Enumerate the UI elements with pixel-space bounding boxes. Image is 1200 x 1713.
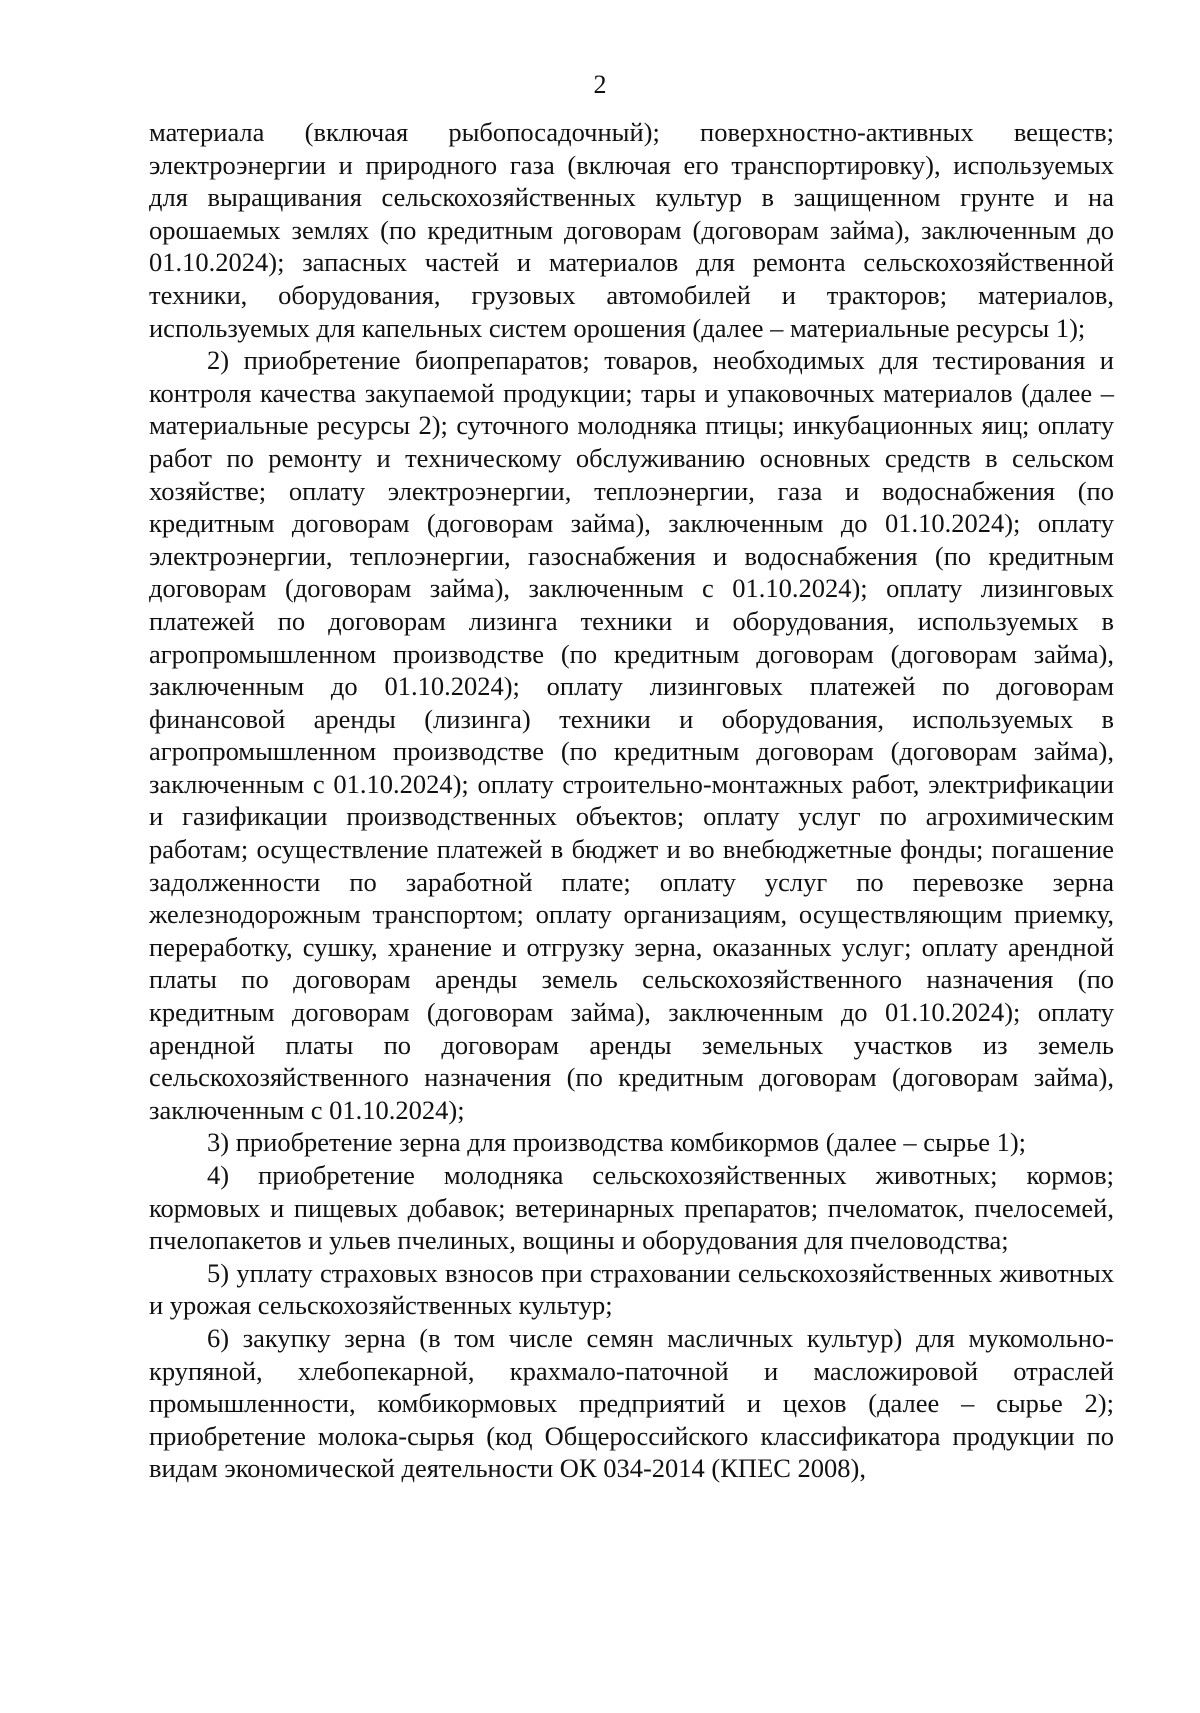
paragraph-continuation: материала (включая рыбопосадочный); поверхностно-активных веществ; электроэнергии и природного газа (включая его транспортировку), используемых для выращивания сельскохозяйственных культур в защищенном грунте и на орошаемых землях (по кредитным договорам (договорам займа), заключенным до 01.10.2024); запасных частей и материалов для ремонта сельскохозяйственной техники, оборудования, грузовых автомобилей и тракторов; материалов, используемых для капельных систем орошения (далее – материальные ресурсы 1); xyxy=(149,117,1114,343)
paragraph-item-5: 5) уплату страховых взносов при страховании сельскохозяйственных животных и урожая сельскохозяйственных культур; xyxy=(149,1257,1114,1321)
document-body xyxy=(149,116,1114,1485)
paragraph-item-2: 2) приобретение биопрепаратов; товаров, необходимых для тестирования и контроля качества закупаемой продукции; тары и упаковочных материалов (далее – материальные ресурсы 2); суточного молодняка птицы; инкубационных яиц; оплату работ по ремонту и техническому обслуживанию основных средств в сельском хозяйстве; оплату электроэнергии, теплоэнергии, газа и водоснабжения (по кредитным договорам (договорам займа), заключенным до 01.10.2024); оплату электроэнергии, теплоэнергии, газоснабжения и водоснабжения (по кредитным договорам (договорам займа), заключенным с 01.10.2024); оплату лизинговых платежей по договорам лизинга техники и оборудования, используемых в агропромышленном производстве (по кредитным договорам (договорам займа), заключенным до 01.10.2024); оплату лизинговых платежей по договорам финансовой аренды (лизинга) техники и оборудования, используемых в агропромышленном производстве (по кредитным договорам (договорам займа), заключенным с 01.10.2024); оплату строительно-монтажных работ, электрификации и газификации производственных объектов; оплату услуг по агрохимическим работам; осуществление платежей в бюджет и во внебюджетные фонды; погашение задолженности по заработной плате; оплату услуг по перевозке зерна железнодорожным транспортом; оплату организациям, осуществляющим приемку, переработку, сушку, хранение и отгрузку зерна, оказанных услуг; оплату арендной платы по договорам аренды земель сельскохозяйственного назначения (по кредитным договорам (договорам займа), заключенным до 01.10.2024); оплату арендной платы по договорам аренды земельных участков из земель сельскохозяйственного назначения (по кредитным договорам (договорам займа), заключенным с 01.10.2024); xyxy=(149,345,1114,1125)
paragraph-item-3: 3) приобретение зерна для производства комбикормов (далее – сырье 1); xyxy=(207,1127,1027,1158)
page-number: 2 xyxy=(593,70,607,99)
paragraph-item-4: 4) приобретение молодняка сельскохозяйственных животных; кормов; кормовых и пищевых добавок; ветеринарных препаратов; пчеломаток, пчелосемей, пчелопакетов и ульев пчелиных, вощины и оборудования для пчеловодства; xyxy=(149,1160,1114,1256)
paragraph-item-6: 6) закупку зерна (в том числе семян масличных культур) для мукомольно-крупяной, хлебопекарной, крахмало-паточной и масложировой отраслей промышленности, комбикормовых предприятий и цехов (далее – сырье 2); приобретение молока-сырья (код Общероссийского классификатора продукции по видам экономической деятельности ОК 034-2014 (КПЕС 2008), xyxy=(149,1322,1114,1484)
